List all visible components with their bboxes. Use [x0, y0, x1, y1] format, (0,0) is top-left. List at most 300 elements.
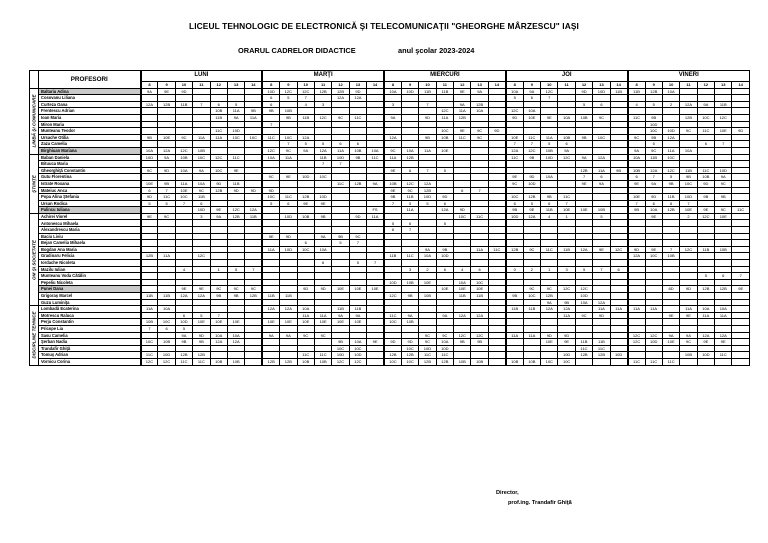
schedule-cell: 7: [628, 200, 645, 207]
schedule-cell: [175, 260, 192, 267]
schedule-cell: [488, 194, 505, 201]
schedule-cell: 10B: [297, 358, 314, 365]
schedule-cell: [488, 293, 505, 300]
schedule-cell: 9D: [506, 114, 523, 121]
schedule-cell: [628, 141, 645, 148]
schedule-cell: 10D: [349, 352, 366, 359]
schedule-cell: 12B: [697, 286, 714, 293]
schedule-cell: 12C: [227, 207, 244, 214]
schedule-cell: [175, 227, 192, 234]
schedule-cell: [488, 101, 505, 108]
schedule-cell: [610, 187, 627, 194]
schedule-cell: 9B: [210, 293, 227, 300]
schedule-cell: [262, 207, 279, 214]
schedule-cell: [732, 108, 749, 115]
schedule-cell: [158, 174, 175, 181]
schedule-cell: 9D: [384, 339, 401, 346]
schedule-cell: [297, 273, 314, 280]
schedule-cell: [558, 101, 575, 108]
signature-name: prof.ing. Trandafir Ghiţă: [508, 500, 572, 506]
schedule-cell: [680, 95, 697, 102]
schedule-cell: 10A: [645, 207, 662, 214]
schedule-cell: [662, 293, 679, 300]
schedule-cell: [558, 187, 575, 194]
schedule-cell: 10D: [506, 213, 523, 220]
schedule-cell: [628, 260, 645, 267]
schedule-cell: 9E: [454, 128, 471, 135]
schedule-cell: [175, 95, 192, 102]
schedule-cell: [367, 293, 384, 300]
schedule-cell: [645, 161, 662, 168]
schedule-cell: 10C: [680, 180, 697, 187]
schedule-cell: [732, 293, 749, 300]
schedule-cell: [314, 299, 331, 306]
schedule-cell: [523, 319, 540, 326]
schedule-cell: 10D: [332, 352, 349, 359]
schedule-cell: [610, 134, 627, 141]
schedule-cell: 11B: [436, 88, 453, 95]
schedule-cell: 4: [297, 101, 314, 108]
schedule-cell: [141, 108, 158, 115]
schedule-cell: 10B: [471, 358, 488, 365]
schedule-cell: [610, 147, 627, 154]
teacher-name: Trandafir Ghiţă: [39, 345, 141, 352]
schedule-cell: [332, 108, 349, 115]
schedule-cell: [141, 345, 158, 352]
schedule-cell: [488, 108, 505, 115]
schedule-cell: [471, 227, 488, 234]
schedule-cell: [175, 273, 192, 280]
schedule-cell: 7: [715, 141, 732, 148]
schedule-cell: [245, 319, 262, 326]
schedule-cell: [715, 358, 732, 365]
category-label: OM ŞI SOCIETATE: [31, 239, 37, 280]
schedule-cell: [488, 95, 505, 102]
period-header: 9: [280, 82, 297, 89]
schedule-cell: 7: [558, 200, 575, 207]
schedule-cell: [158, 246, 175, 253]
schedule-cell: 10C: [506, 194, 523, 201]
schedule-cell: 6: [349, 141, 366, 148]
schedule-cell: 11A: [141, 306, 158, 313]
schedule-cell: 10A: [541, 174, 558, 181]
schedule-cell: [297, 260, 314, 267]
schedule-cell: 9C: [175, 134, 192, 141]
schedule-cell: 12A: [593, 299, 610, 306]
schedule-cell: [732, 325, 749, 332]
schedule-cell: [732, 154, 749, 161]
schedule-cell: [471, 194, 488, 201]
schedule-cell: [245, 154, 262, 161]
schedule-cell: 9A: [280, 332, 297, 339]
schedule-cell: [697, 240, 714, 247]
schedule-cell: [175, 213, 192, 220]
schedule-cell: 10E: [715, 213, 732, 220]
schedule-cell: 5: [541, 141, 558, 148]
schedule-cell: [349, 134, 366, 141]
schedule-cell: 9A: [367, 180, 384, 187]
schedule-cell: 12C: [697, 213, 714, 220]
period-header: 11: [314, 82, 331, 89]
schedule-cell: 12A: [628, 253, 645, 260]
schedule-cell: [193, 246, 210, 253]
schedule-cell: 6: [332, 141, 349, 148]
schedule-cell: [436, 306, 453, 313]
schedule-cell: [471, 147, 488, 154]
schedule-cell: 9E: [210, 207, 227, 214]
schedule-cell: 10C: [523, 293, 540, 300]
schedule-cell: [715, 319, 732, 326]
schedule-cell: 9C: [141, 167, 158, 174]
schedule-cell: [158, 114, 175, 121]
schedule-cell: [471, 306, 488, 313]
schedule-cell: [575, 220, 592, 227]
schedule-cell: [401, 233, 418, 240]
schedule-cell: [158, 121, 175, 128]
schedule-cell: 12B: [645, 88, 662, 95]
period-header: 10: [662, 82, 679, 89]
schedule-cell: [349, 207, 366, 214]
schedule-cell: [715, 325, 732, 332]
schedule-cell: 10A: [175, 167, 192, 174]
schedule-cell: [245, 233, 262, 240]
schedule-cell: [384, 233, 401, 240]
schedule-cell: [628, 299, 645, 306]
schedule-cell: [558, 260, 575, 267]
schedule-cell: 9B: [541, 194, 558, 201]
schedule-cell: 6: [314, 260, 331, 267]
schedule-cell: 9C: [628, 134, 645, 141]
teacher-row: [30, 95, 750, 102]
period-header: 8: [384, 82, 401, 89]
schedule-cell: 9E: [732, 286, 749, 293]
schedule-cell: [262, 273, 279, 280]
schedule-cell: [401, 121, 418, 128]
schedule-cell: [715, 108, 732, 115]
schedule-cell: [575, 194, 592, 201]
schedule-cell: [645, 187, 662, 194]
schedule-cell: 10A: [193, 180, 210, 187]
schedule-cell: [175, 220, 192, 227]
schedule-cell: [662, 141, 679, 148]
teacher-name: Bejan Camelia Mihaela: [39, 240, 141, 247]
period-header: 13: [715, 82, 732, 89]
teacher-row: [30, 273, 750, 280]
schedule-cell: [523, 279, 540, 286]
teacher-row: [30, 88, 750, 95]
schedule-cell: [697, 187, 714, 194]
schedule-cell: 12C: [662, 167, 679, 174]
schedule-cell: 9D: [262, 187, 279, 194]
teacher-name: Bogdan Ana Maria: [39, 246, 141, 253]
schedule-cell: [680, 154, 697, 161]
schedule-cell: [541, 167, 558, 174]
schedule-cell: [314, 227, 331, 234]
schedule-cell: 10D: [297, 174, 314, 181]
schedule-cell: [506, 233, 523, 240]
schedule-cell: 9C: [506, 180, 523, 187]
schedule-cell: [488, 319, 505, 326]
schedule-cell: 9E: [454, 88, 471, 95]
schedule-cell: [593, 233, 610, 240]
schedule-cell: 10A: [558, 114, 575, 121]
schedule-cell: [610, 194, 627, 201]
schedule-cell: [332, 266, 349, 273]
schedule-cell: 10A: [697, 306, 714, 313]
schedule-cell: 11B: [558, 246, 575, 253]
schedule-cell: [349, 227, 366, 234]
schedule-cell: 12B: [401, 154, 418, 161]
schedule-cell: 12C: [314, 114, 331, 121]
schedule-cell: [488, 88, 505, 95]
schedule-cell: [454, 345, 471, 352]
schedule-cell: [436, 95, 453, 102]
schedule-cell: [210, 174, 227, 181]
schedule-cell: [575, 200, 592, 207]
schedule-cell: [523, 101, 540, 108]
schedule-cell: [697, 345, 714, 352]
schedule-cell: [158, 260, 175, 267]
schedule-cell: 9B: [262, 108, 279, 115]
schedule-cell: 10B: [575, 114, 592, 121]
schedule-cell: [506, 161, 523, 168]
schedule-cell: 7: [193, 101, 210, 108]
schedule-cell: 11C: [488, 246, 505, 253]
schedule-cell: [662, 319, 679, 326]
schedule-cell: 10A: [662, 88, 679, 95]
schedule-cell: [436, 213, 453, 220]
schedule-cell: 9D: [280, 233, 297, 240]
schedule-cell: [349, 220, 366, 227]
schedule-cell: [628, 213, 645, 220]
schedule-cell: [332, 200, 349, 207]
schedule-cell: 10E: [419, 279, 436, 286]
schedule-cell: [158, 108, 175, 115]
schedule-cell: 9D: [436, 194, 453, 201]
schedule-cell: 9A: [141, 88, 158, 95]
teacher-name: Antonescu Mihaela: [39, 220, 141, 227]
schedule-cell: [523, 325, 540, 332]
schedule-cell: [732, 88, 749, 95]
schedule-cell: [680, 88, 697, 95]
schedule-cell: 11C: [419, 352, 436, 359]
schedule-cell: [384, 121, 401, 128]
schedule-cell: [610, 213, 627, 220]
schedule-cell: [401, 306, 418, 313]
schedule-cell: [610, 207, 627, 214]
teacher-name: Palincu Iuliana: [39, 207, 141, 214]
schedule-cell: 12B: [419, 358, 436, 365]
schedule-cell: [628, 325, 645, 332]
schedule-cell: 9A: [210, 213, 227, 220]
schedule-cell: [367, 352, 384, 359]
schedule-cell: [175, 246, 192, 253]
teacher-row: [30, 108, 750, 115]
schedule-cell: [193, 240, 210, 247]
schedule-cell: [175, 253, 192, 260]
schedule-cell: 9E: [541, 114, 558, 121]
schedule-cell: [193, 121, 210, 128]
schedule-cell: [367, 246, 384, 253]
schedule-cell: [610, 319, 627, 326]
schedule-cell: 7: [419, 101, 436, 108]
schedule-cell: 12B: [506, 246, 523, 253]
schedule-cell: [471, 273, 488, 280]
schedule-cell: [210, 95, 227, 102]
teacher-row: [30, 200, 750, 207]
schedule-cell: [558, 108, 575, 115]
period-header: 14: [367, 82, 384, 89]
period-header: 8: [506, 82, 523, 89]
schedule-cell: [367, 141, 384, 148]
schedule-cell: [575, 108, 592, 115]
schedule-cell: [628, 273, 645, 280]
schedule-cell: [575, 161, 592, 168]
schedule-cell: [697, 319, 714, 326]
teacher-row: [30, 161, 750, 168]
schedule-cell: [575, 260, 592, 267]
schedule-cell: [401, 286, 418, 293]
schedule-cell: [367, 121, 384, 128]
period-header: 11: [436, 82, 453, 89]
schedule-cell: [541, 352, 558, 359]
schedule-cell: [732, 194, 749, 201]
schedule-cell: 5: [227, 101, 244, 108]
schedule-cell: [193, 260, 210, 267]
schedule-cell: [210, 147, 227, 154]
schedule-cell: 7: [541, 95, 558, 102]
schedule-cell: [193, 95, 210, 102]
schedule-cell: 9A: [175, 332, 192, 339]
schedule-cell: [697, 95, 714, 102]
schedule-cell: [280, 121, 297, 128]
schedule-cell: 11C: [541, 246, 558, 253]
schedule-cell: 12C: [645, 332, 662, 339]
schedule-cell: 10E: [314, 319, 331, 326]
schedule-cell: [193, 266, 210, 273]
schedule-cell: 10D: [645, 339, 662, 346]
schedule-cell: [471, 233, 488, 240]
schedule-cell: 9B: [610, 167, 627, 174]
schedule-cell: 9B: [454, 339, 471, 346]
schedule-cell: [610, 260, 627, 267]
schedule-cell: 9A: [645, 180, 662, 187]
schedule-cell: 11B: [628, 88, 645, 95]
schedule-cell: 9C: [419, 339, 436, 346]
period-header: 10: [541, 82, 558, 89]
schedule-cell: 9E: [715, 339, 732, 346]
schedule-cell: 10C: [210, 167, 227, 174]
schedule-cell: 12A: [593, 154, 610, 161]
schedule-cell: [227, 253, 244, 260]
schedule-cell: 5: [227, 266, 244, 273]
schedule-cell: [471, 299, 488, 306]
schedule-cell: [610, 227, 627, 234]
schedule-cell: 9C: [280, 147, 297, 154]
schedule-cell: 11A: [593, 167, 610, 174]
schedule-cell: 10B: [280, 108, 297, 115]
schedule-cell: [732, 134, 749, 141]
schedule-cell: [732, 253, 749, 260]
schedule-cell: 10E: [349, 319, 366, 326]
schedule-cell: [384, 240, 401, 247]
schedule-cell: [193, 141, 210, 148]
schedule-cell: [332, 220, 349, 227]
schedule-cell: [384, 260, 401, 267]
schedule-cell: [523, 273, 540, 280]
schedule-cell: [506, 325, 523, 332]
schedule-cell: [610, 121, 627, 128]
schedule-cell: [297, 299, 314, 306]
schedule-cell: [471, 345, 488, 352]
schedule-cell: [471, 161, 488, 168]
schedule-cell: 9D: [628, 246, 645, 253]
schedule-cell: [610, 293, 627, 300]
schedule-cell: [697, 266, 714, 273]
schedule-cell: [245, 352, 262, 359]
schedule-cell: 10D: [193, 207, 210, 214]
schedule-cell: 7: [401, 227, 418, 234]
schedule-cell: [314, 339, 331, 346]
schedule-cell: [262, 325, 279, 332]
schedule-cell: [210, 233, 227, 240]
schedule-cell: 9D: [349, 88, 366, 95]
schedule-cell: 9B: [558, 299, 575, 306]
teacher-row: [30, 319, 750, 326]
schedule-cell: [245, 128, 262, 135]
schedule-cell: 12C: [158, 358, 175, 365]
schedule-cell: [210, 273, 227, 280]
schedule-cell: 6: [697, 141, 714, 148]
schedule-cell: [262, 141, 279, 148]
schedule-cell: [575, 147, 592, 154]
schedule-cell: 10D: [680, 194, 697, 201]
schedule-cell: [541, 233, 558, 240]
schedule-cell: [262, 299, 279, 306]
schedule-cell: [454, 154, 471, 161]
schedule-cell: [367, 319, 384, 326]
schedule-cell: 6: [454, 187, 471, 194]
schedule-cell: [280, 207, 297, 214]
schedule-cell: [384, 286, 401, 293]
schedule-cell: 9C: [523, 286, 540, 293]
schedule-cell: [506, 187, 523, 194]
schedule-cell: [523, 121, 540, 128]
schedule-cell: [367, 266, 384, 273]
schedule-cell: [488, 180, 505, 187]
schedule-cell: [558, 325, 575, 332]
schedule-cell: [471, 260, 488, 267]
schedule-cell: 12C: [558, 154, 575, 161]
schedule-cell: [523, 187, 540, 194]
schedule-cell: 11B: [715, 101, 732, 108]
schedule-cell: 12C: [628, 332, 645, 339]
schedule-cell: [662, 233, 679, 240]
schedule-cell: [332, 273, 349, 280]
schedule-cell: [210, 194, 227, 201]
schedule-cell: 7: [680, 200, 697, 207]
schedule-cell: [141, 273, 158, 280]
schedule-cell: 11C: [628, 114, 645, 121]
schedule-cell: [697, 260, 714, 267]
schedule-cell: 9D: [575, 88, 592, 95]
schedule-cell: 9C: [715, 207, 732, 214]
schedule-cell: [471, 180, 488, 187]
schedule-cell: [610, 332, 627, 339]
schedule-cell: 10D: [419, 345, 436, 352]
teacher-row: [30, 213, 750, 220]
schedule-cell: [193, 128, 210, 135]
